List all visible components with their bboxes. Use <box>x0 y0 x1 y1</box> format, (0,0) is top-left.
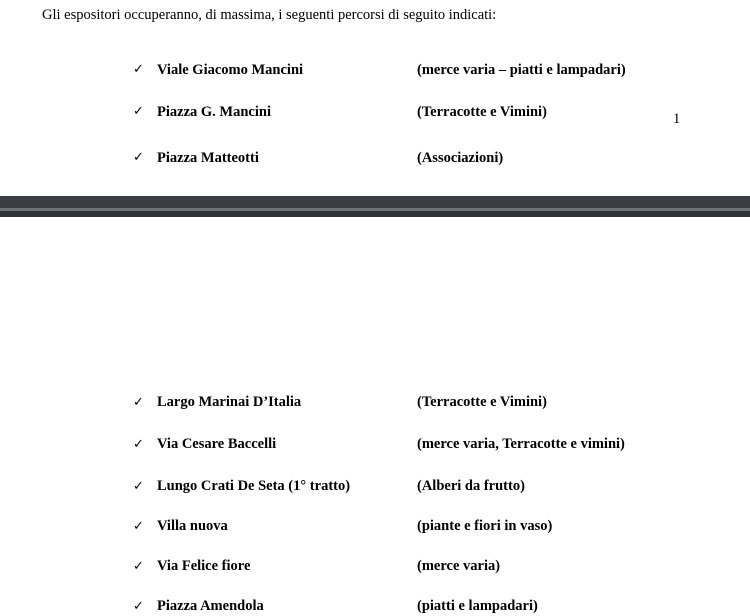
document-page-2 <box>0 217 750 614</box>
check-icon: ✓ <box>133 62 144 77</box>
list-item <box>0 30 750 78</box>
list-item-description: (merce varia) <box>417 558 501 574</box>
check-icon: ✓ <box>133 559 144 574</box>
check-icon: ✓ <box>133 437 144 452</box>
list-item-name: Piazza Matteotti <box>157 150 259 166</box>
check-icon: ✓ <box>133 395 144 410</box>
list-item-name: Largo Marinai D’Italia <box>157 394 302 410</box>
list-item-description: (merce varia, Terracotte e vimini) <box>417 436 625 452</box>
list-item-name: Villa nuova <box>157 518 228 534</box>
intro-paragraph: Gli espositori occuperanno, di massima, i seguenti percorsi di seguito indicati: <box>42 7 497 23</box>
list-item-description: (Terracotte e Vimini) <box>417 394 547 410</box>
list-item-description: (Terracotte e Vimini) <box>417 104 547 120</box>
check-icon: ✓ <box>133 479 144 494</box>
list-item-name: Via Cesare Baccelli <box>157 436 277 452</box>
list-item-name: Piazza Amendola <box>157 598 264 614</box>
list-item-description: (Alberi da frutto) <box>417 478 525 494</box>
list-item <box>0 51 750 120</box>
check-icon: ✓ <box>133 519 144 534</box>
list-item-name: Lungo Crati De Seta (1° tratto) <box>157 478 351 494</box>
list-item-name: Via Felice fiore <box>157 558 251 574</box>
list-item-name: Piazza G. Mancini <box>157 104 271 120</box>
check-icon: ✓ <box>133 150 144 165</box>
document-page-1 <box>0 0 750 196</box>
check-icon: ✓ <box>133 104 144 119</box>
list-item <box>0 305 750 410</box>
check-icon: ✓ <box>133 599 144 614</box>
list-item-description: (piante e fiori in vaso) <box>417 518 553 534</box>
list-item-description: (Associazioni) <box>417 150 504 166</box>
list-item-description: (merce varia – piatti e lampadari) <box>417 62 626 78</box>
list-item-name: Viale Giacomo Mancini <box>157 62 304 78</box>
list-item-description: (piatti e lampadari) <box>417 598 538 614</box>
page-number: 1 <box>673 111 681 127</box>
page-separator-top <box>0 196 750 208</box>
